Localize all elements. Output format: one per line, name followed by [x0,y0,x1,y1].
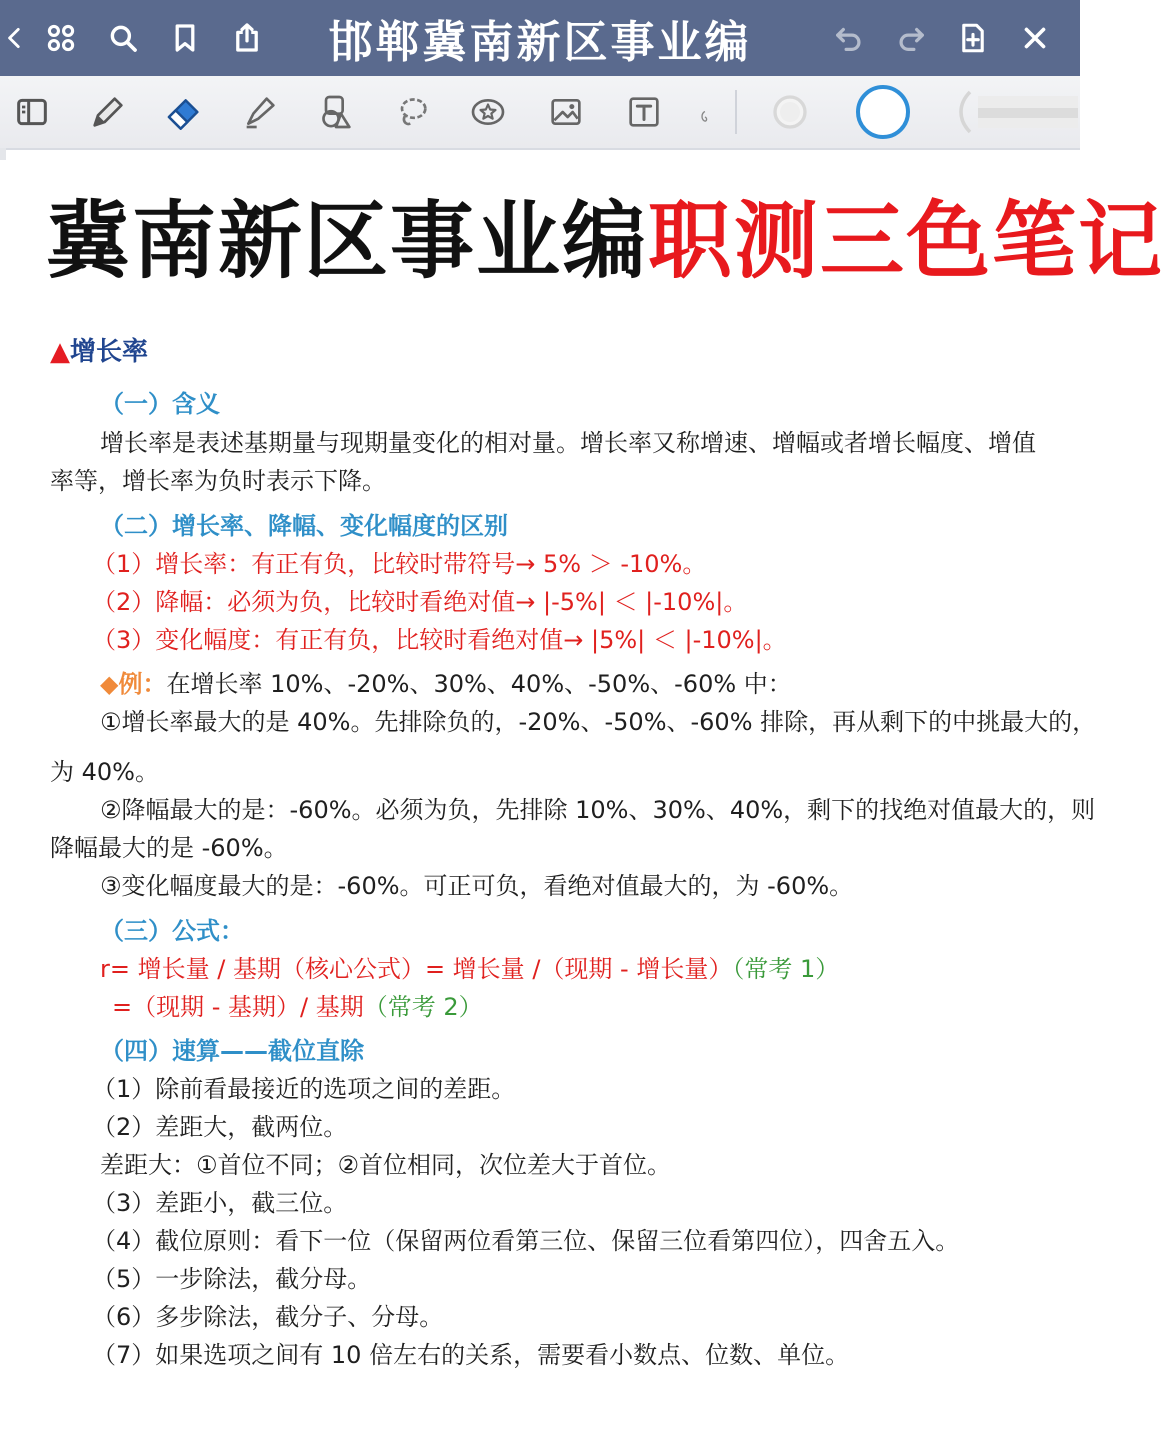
toolbar-divider [735,90,737,134]
formula-2-note: （常考 2） [363,993,483,1021]
section-4-note: 差距大：①首位不同；②首位相同，次位差大于首位。 [100,1151,672,1179]
eraser-icon [164,92,204,132]
example-text: 在增长率 10%、-20%、30%、40%、-50%、-60% 中： [166,670,792,698]
bookmark-icon [168,21,202,55]
topbar-right-group [818,0,1066,76]
share-button[interactable] [216,0,278,76]
section-2-item-1: （1）增长率：有正有负，比较时带符号→ 5% ＞ -10%。 [92,550,707,578]
section-2-item-2: （2）降幅：必须为负，比较时看绝对值→ |-5%| ＜ |-10%|。 [92,588,748,616]
image-tool[interactable] [538,84,594,140]
add-page-icon [956,21,990,55]
back-chevron-icon [2,25,28,51]
image-icon [546,92,586,132]
page-heading [46,192,1164,290]
redo-button[interactable] [880,0,942,76]
lasso-icon [392,92,432,132]
topic-label: 增长率 [70,337,149,367]
section-1-title: （一）含义 [100,390,220,418]
color-blue-ring-icon [853,82,913,142]
drawing-toolbar [0,76,1080,150]
top-app-bar [0,0,1080,76]
example-answer-3: ③变化幅度最大的是：-60%。可正可负，看绝对值最大的，为 -60%。 [100,872,854,900]
share-icon [230,21,264,55]
section-3-title: （三）公式： [100,917,244,945]
heading-red-part: 职测三色笔记 [648,192,1164,290]
pen-thickness-selector[interactable] [958,84,1078,140]
topbar-left-group [0,0,278,76]
shapes-tool[interactable] [308,84,364,140]
lasso-tool[interactable] [384,84,440,140]
sidebar-toggle-icon [12,92,52,132]
grid-view-button[interactable] [30,0,92,76]
text-box-icon [624,92,664,132]
pen-thickness-icon [958,84,1078,140]
example-answer-2-line-2: 降幅最大的是 -60%。 [50,834,288,862]
undo-button[interactable] [818,0,880,76]
close-icon [1018,21,1052,55]
add-page-button[interactable] [942,0,1004,76]
triangle-icon: ▲ [50,337,70,367]
formula-2-main: =（现期 - 基期）/ 基期 [112,993,364,1021]
sidebar-toggle-button[interactable] [4,84,60,140]
pointer-icon [693,106,715,128]
pen-icon [88,92,128,132]
formula-1-note: （常考 1） [732,955,840,983]
example-intro [100,668,792,700]
search-button[interactable] [92,0,154,76]
shapes-icon [316,92,356,132]
sticker-tool[interactable] [460,84,516,140]
example-answer-1-line-2: 为 40%。 [50,758,159,786]
highlighter-icon [240,92,280,132]
grid-icon [44,21,78,55]
section-2-title: （二）增长率、降幅、变化幅度的区别 [100,512,508,540]
color-blue-ring-swatch[interactable] [850,79,916,145]
example-label: ◆例： [100,670,167,698]
formula-line-2 [112,991,483,1023]
formula-line-1 [100,953,839,985]
undo-icon [832,21,866,55]
section-4-item-2: （2）差距大，截两位。 [92,1113,348,1141]
pen-tool[interactable] [80,84,136,140]
topic-heading [50,336,148,368]
highlighter-tool[interactable] [232,84,288,140]
section-4-item-6: （6）多步除法，截分子、分母。 [92,1303,444,1331]
section-4-item-7: （7）如果选项之间有 10 倍左右的关系，需要看小数点、位数、单位。 [92,1341,850,1369]
color-gray-icon [770,92,810,132]
toolbar-edge [0,148,6,160]
eraser-tool[interactable] [156,84,212,140]
example-answer-1-line-1: ①增长率最大的是 40%。先排除负的，-20%、-50%、-60% 排除，再从剩下的中挑最大的， [100,708,1097,736]
heading-black-part: 冀南新区事业编 [46,192,649,290]
section-4-title: （四）速算——截位直除 [100,1037,364,1065]
back-button[interactable] [0,0,30,76]
pointer-tool[interactable] [684,84,724,140]
section-4-item-4: （4）截位原则：看下一位（保留两位看第三位、保留三位看第四位），四舍五入。 [92,1227,960,1255]
bookmark-button[interactable] [154,0,216,76]
redo-icon [894,21,928,55]
section-4-item-1: （1）除前看最接近的选项之间的差距。 [92,1075,516,1103]
sticker-icon [468,92,508,132]
section-1-paragraph-line-2: 率等，增长率为负时表示下降。 [50,467,386,495]
text-box-tool[interactable] [616,84,672,140]
close-button[interactable] [1004,0,1066,76]
section-4-item-5: （5）一步除法，截分母。 [92,1265,372,1293]
formula-1-main: r= 增长量 / 基期（核心公式）= 增长量 /（现期 - 增长量） [100,955,733,983]
document-title: 邯郸冀南新区事业编 [328,17,752,68]
section-1-paragraph-line-1: 增长率是表述基期量与现期量变化的相对量。增长率又称增速、增幅或者增长幅度、增值 [100,429,1036,457]
section-2-item-3: （3）变化幅度：有正有负，比较时看绝对值→ |5%| ＜ |-10%|。 [92,626,787,654]
search-icon [106,21,140,55]
example-answer-2-line-1: ②降幅最大的是：-60%。必须为负，先排除 10%、30%、40%，剩下的找绝对值最大的，则 [100,796,1096,824]
color-gray-swatch[interactable] [762,84,818,140]
section-4-item-3: （3）差距小，截三位。 [92,1189,348,1217]
